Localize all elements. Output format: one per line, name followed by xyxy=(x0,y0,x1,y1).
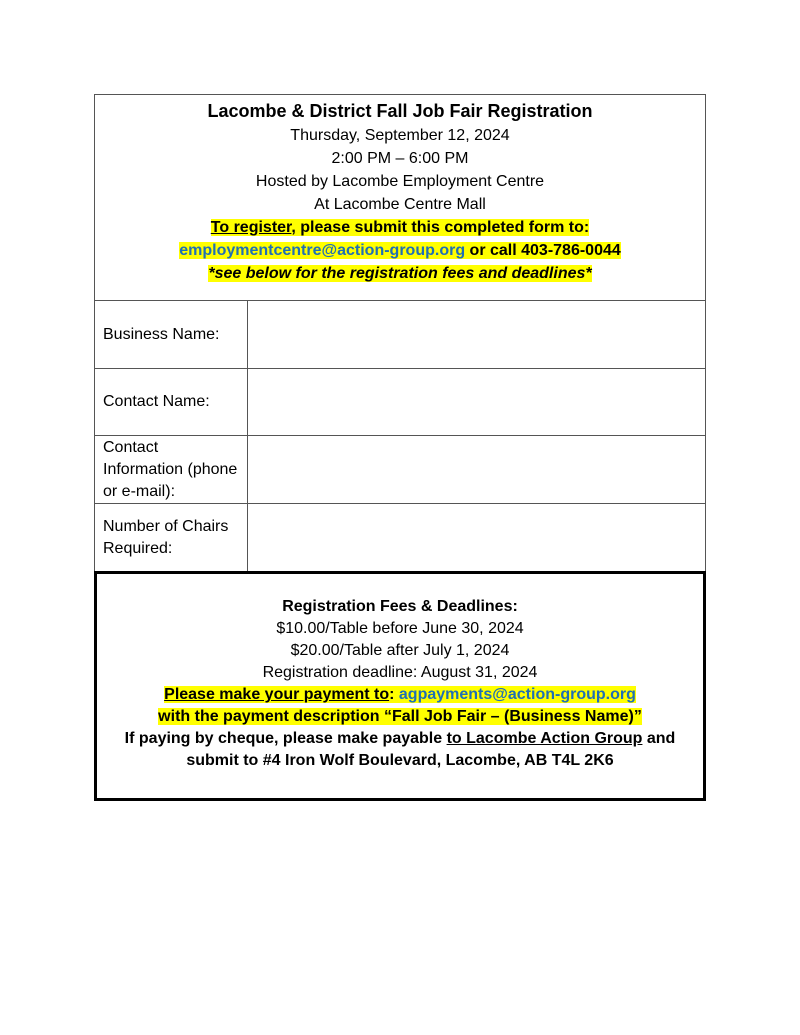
field-label: Contact Name: xyxy=(95,369,248,436)
field-row-number-of-chairs xyxy=(95,504,706,572)
contact-information-input[interactable] xyxy=(248,436,706,504)
field-row-contact-information xyxy=(95,436,706,504)
event-date: Thursday, September 12, 2024 xyxy=(290,127,510,144)
fees-note xyxy=(95,262,705,285)
field-row-contact-name xyxy=(95,369,706,436)
field-label: Number of Chairs Required: xyxy=(95,504,248,572)
payment-description-line xyxy=(97,706,703,728)
payment-lead: Please make your payment to xyxy=(164,686,390,703)
number-of-chairs-input[interactable] xyxy=(248,504,706,572)
call-text: or call 403-786-0044 xyxy=(465,242,621,259)
event-host: Hosted by Lacombe Employment Centre xyxy=(255,173,545,190)
contact-highlight xyxy=(179,242,621,259)
payment-email-link[interactable]: agpayments@action-group.org xyxy=(398,686,636,703)
event-venue: At Lacombe Centre Mall xyxy=(314,196,486,213)
contact-line xyxy=(95,239,705,262)
register-instructions xyxy=(95,216,705,239)
payment-colon: : xyxy=(389,686,395,703)
fees-section xyxy=(94,571,706,801)
register-instructions-text xyxy=(211,219,589,236)
fee-early: $10.00/Table before June 30, 2024 xyxy=(276,620,524,637)
business-name-input[interactable] xyxy=(248,301,706,369)
registration-email-link[interactable]: employmentcentre@action-group.org xyxy=(179,242,466,259)
payment-highlight xyxy=(164,686,636,703)
registration-fields-table xyxy=(94,300,706,572)
field-label: Business Name: xyxy=(95,301,248,369)
cheque-post: and xyxy=(642,730,676,747)
field-row-business-name xyxy=(95,301,706,369)
fees-title: Registration Fees & Deadlines: xyxy=(282,598,518,615)
field-label: Contact Information (phone or e-mail): xyxy=(95,436,248,504)
fee-late: $20.00/Table after July 1, 2024 xyxy=(290,642,510,659)
cheque-payee: to Lacombe Action Group xyxy=(446,730,643,747)
form-title: Lacombe & District Fall Job Fair Registration xyxy=(207,101,593,121)
event-time: 2:00 PM – 6:00 PM xyxy=(331,150,469,167)
registration-deadline: Registration deadline: August 31, 2024 xyxy=(262,664,538,681)
contact-name-input[interactable] xyxy=(248,369,706,436)
cheque-address: submit to #4 Iron Wolf Boulevard, Lacombe, AB T4L 2K6 xyxy=(186,752,614,769)
cheque-pre: If paying by cheque, please make payable xyxy=(124,730,447,747)
registration-form xyxy=(94,94,706,801)
payment-description: with the payment description “Fall Job Fair – (Business Name)” xyxy=(158,708,642,725)
cheque-line xyxy=(97,728,703,750)
payment-line xyxy=(97,684,703,706)
register-lead: To register xyxy=(210,219,292,236)
register-rest: , please submit this completed form to: xyxy=(291,219,590,236)
fees-note-text: *see below for the registration fees and deadlines* xyxy=(208,265,592,282)
form-header xyxy=(94,94,706,301)
